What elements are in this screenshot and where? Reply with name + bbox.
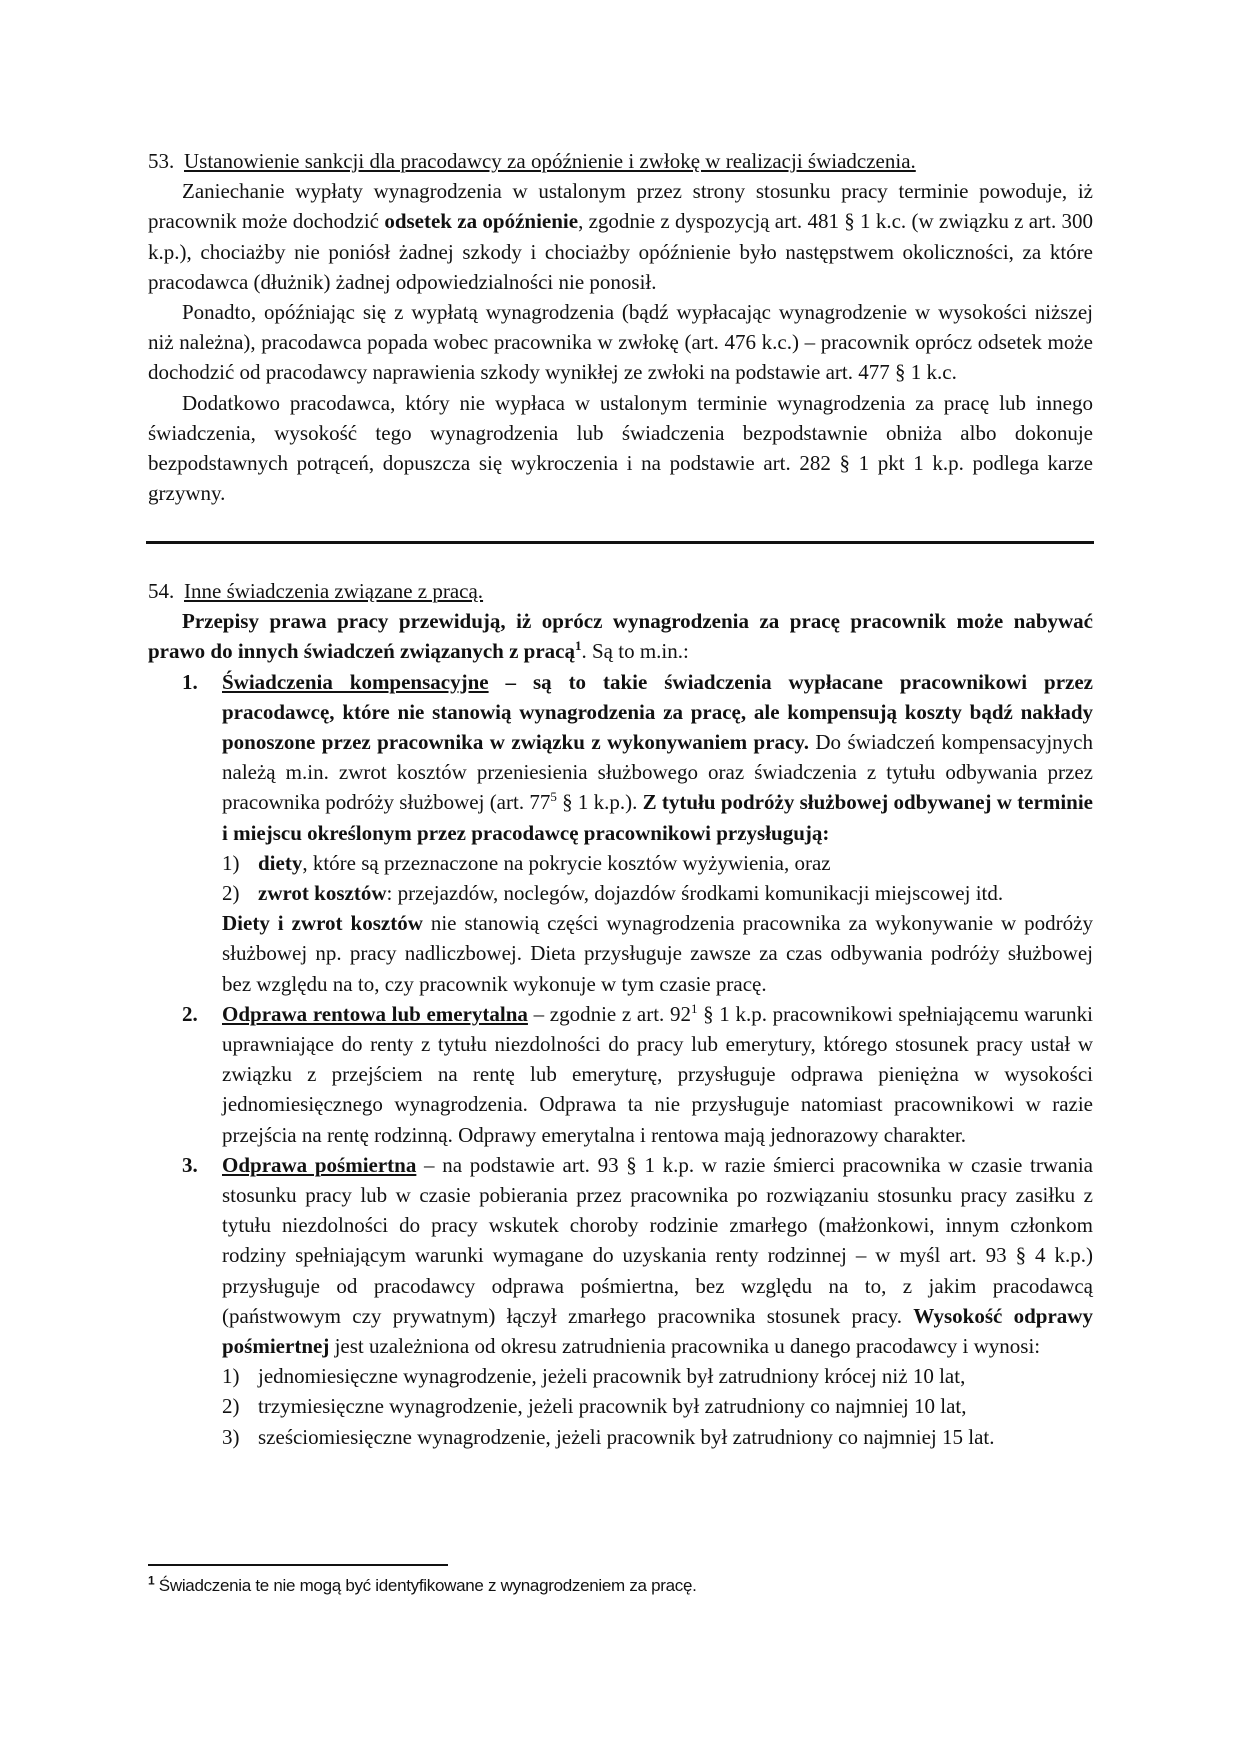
footnote-separator bbox=[148, 1564, 448, 1566]
section-53-heading: 53. Ustanowienie sankcji dla pracodawcy za opóźnienie i zwłokę w realizacji świadczenia. bbox=[148, 149, 916, 173]
section-53-paragraph-1: Zaniechanie wypłaty wynagrodzenia w ustalonym przez strony stosunku pracy terminie powoduje, iż pracownik może dochodzić odsetek za opóźnienie, zgodnie z dyspozycją art. 481 § 1 k.c. (w związku z art. 300 k.p.), chociażby nie poniósł żadnej szkody i chociażby opóźnienie było następstwem okoliczności, za które pracodawca (dłużnik) żadnej odpowiedzialności nie ponosił. bbox=[148, 179, 1093, 294]
item-1-title: Świadczenia kompensacyjne bbox=[222, 669, 489, 694]
sub-item-1-2: 2) zwrot kosztów: przejazdów, noclegów, dojazdów środkami komunikacji miejscowej itd. bbox=[222, 881, 1004, 906]
list-item-3: 3. Odprawa pośmiertna – na podstawie art. 93 § 1 k.p. w razie śmierci pracownika w czasie trwania stosunku pracy lub w czasie pobierania przez pracownika po rozwiązaniu stosunku pracy zasiłku z tytułu niezdolności do pracy wskutek choroby rodzinie zmarłego (małżonkowi, innym członkom rodziny spełniającym warunki wymagane do uzyskania renty rodzinnej – w myśl art. 93 § 4 k.p.) przysługuje od pracodawcy odprawa pośmiertna, bez względu na to, z jakim pracodawcą (państwowym czy prywatnym) łączył zmarłego pracownika stosunek pracy. Wysokość odprawy pośmiertnej jest uzależniona od okresu zatrudnienia pracownika u danego pracodawcy i wynosi: bbox=[182, 1152, 1093, 1359]
list-item-2: 2. Odprawa rentowa lub emerytalna – zgodnie z art. $92^1$ § 1 k.p. pracownikowi spełniającemu warunki uprawniające do renty z tytułu niezdolności do pracy lub emerytury, którego stosunek pracy ustał w związku z przejściem na rentę lub emeryturę, przysługuje odprawa pieniężna w wysokości jednomiesięcznego wynagrodzenia. Odprawa ta nie przysługuje natomiast pracownikowi w razie przejścia na rentę rodzinną. Odprawy emerytalna i rentowa mają jednorazowy charakter. bbox=[182, 1000, 1093, 1147]
footnote: $^1$ Świadczenia te nie mogą być identyfikowane z wynagrodzeniem za pracę. bbox=[148, 1573, 697, 1595]
section-53-paragraph-2: Ponadto, opóźniając się z wypłatą wynagrodzenia (bądź wypłacając wynagrodzenie w wysokości niższej niż należna), pracodawca popada wobec pracownika w zwłokę (art. 476 k.c.) – pracownik oprócz odsetek może dochodzić od pracodawcy naprawienia szkody wynikłej ze zwłoki na podstawie art. 477 § 1 k.c. bbox=[148, 300, 1093, 385]
section-divider bbox=[146, 541, 1094, 544]
item-2-title: Odprawa rentowa lub emerytalna bbox=[222, 1001, 528, 1026]
sub-item-1-1: 1) diety, które są przeznaczone na pokrycie kosztów wyżywienia, oraz bbox=[222, 850, 831, 875]
sub-item-3-1: 1) jednomiesięczne wynagrodzenie, jeżeli pracownik był zatrudniony krócej niż 10 lat, bbox=[222, 1364, 966, 1389]
section-53-paragraph-3: Dodatkowo pracodawca, który nie wypłaca w ustalonym terminie wynagrodzenia za pracę lub innego świadczenia, wysokość tego wynagrodzenia lub świadczenia bezpodstawnie obniża albo dokonuje bezpodstawnych potrąceń, dopuszcza się wykroczenia i na podstawie art. 282 § 1 pkt 1 k.p. podlega karze grzywny. bbox=[148, 390, 1093, 506]
item-1-conclusion: Diety i zwrot kosztów nie stanowią części wynagrodzenia pracownika za wykonywanie w podróży służbowej np. pracy nadliczbowej. Dieta przysługuje zawsze za czas odbywania podróży służbowej bez względu na to, czy pracownik wykonuje w tym czasie pracę. bbox=[222, 911, 1093, 996]
item-3-title: Odprawa pośmiertna bbox=[222, 1152, 417, 1177]
section-54-heading: 54. Inne świadczenia związane z pracą. bbox=[148, 579, 484, 603]
section-54 bbox=[148, 576, 1093, 1452]
section-53 bbox=[148, 146, 1093, 508]
section-54-intro: Przepisy prawa pracy przewidują, iż oprócz wynagrodzenia za pracę pracownik może nabywać prawo do innych świadczeń związanych z pracą$^1$. Są to m.in.: bbox=[148, 609, 1093, 664]
sub-item-3-3: 3) sześciomiesięczne wynagrodzenie, jeżeli pracownik był zatrudniony co najmniej 15 lat. bbox=[222, 1424, 995, 1449]
list-item-1: 1. Świadczenia kompensacyjne – są to takie świadczenia wypłacane pracownikowi przez pracodawcę, które nie stanowią wynagrodzenia za pracę, ale kompensują koszty bądź nakłady ponoszone przez pracownika w związku z wykonywaniem pracy. Do świadczeń kompensacyjnych należą m.in. zwrot kosztów przeniesienia służbowego oraz świadczenia z tytułu odbywania przez pracownika podróży służbowej (art. $77^5$ § 1 k.p.). Z tytułu podróży służbowej odbywanej w terminie i miejscu określonym przez pracodawcę pracownikowi przysługują: bbox=[182, 669, 1093, 845]
sub-item-3-2: 2) trzymiesięczne wynagrodzenie, jeżeli pracownik był zatrudniony co najmniej 10 lat, bbox=[222, 1394, 967, 1419]
